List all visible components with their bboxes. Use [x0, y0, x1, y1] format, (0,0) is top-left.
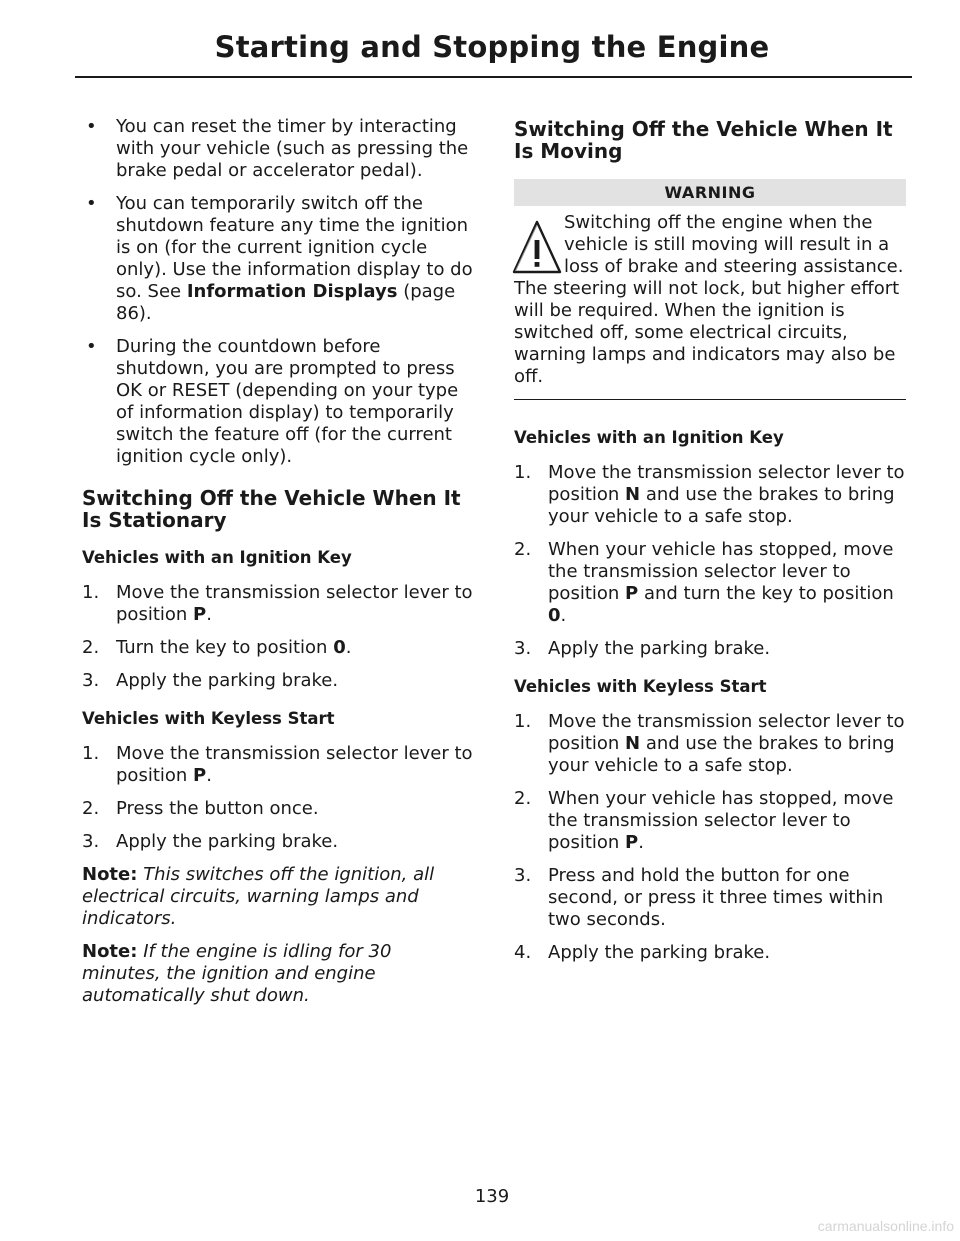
bullet-mark: • [86, 116, 97, 137]
step-item [82, 670, 474, 692]
right-column [514, 116, 906, 975]
note-text: If the engine is idling for 30 minutes, the ignition and engine automatically shut down. [82, 941, 392, 1006]
warning-triangle-icon [510, 216, 564, 278]
step-text [548, 462, 906, 528]
bullet-text: You can reset the timer by interacting with your vehicle (such as pressing the brake pedal or accelerator pedal). [116, 116, 469, 181]
page-number: 139 [474, 1186, 510, 1207]
section-heading-stationary: Switching Off the Vehicle When It Is Stationary [82, 486, 461, 532]
step-text: Apply the parking brake. [116, 670, 339, 691]
gear-position: N [625, 733, 641, 754]
step-text [116, 582, 474, 626]
step-text-part: and use the brakes to bring your vehicle to a safe stop. [548, 733, 895, 776]
note-text: This switches off the ignition, all electrical circuits, warning lamps and indicators. [82, 864, 435, 929]
step-number: 2. [82, 798, 100, 819]
bullet-text [116, 193, 474, 325]
step-number: 4. [514, 942, 532, 963]
step-item [82, 743, 474, 787]
step-text-part: and turn the key to position [638, 583, 894, 604]
warning-label: WARNING [514, 179, 906, 206]
step-text-part: . [206, 604, 212, 625]
step-text [548, 788, 906, 854]
gear-position: P [625, 583, 639, 604]
step-text [548, 539, 906, 627]
note-label: Note: [82, 941, 138, 962]
step-item [514, 539, 906, 627]
step-text: Apply the parking brake. [116, 831, 339, 852]
step-item [82, 637, 474, 659]
step-text-part: Turn the key to position [116, 637, 334, 658]
subheading-ignition-key: Vehicles with an Ignition Key [514, 428, 784, 447]
gear-position: P [625, 832, 639, 853]
cross-reference-link[interactable]: Information Displays [186, 281, 398, 302]
note [82, 864, 474, 930]
subheading-keyless: Vehicles with Keyless Start [514, 677, 767, 696]
gear-position: N [625, 484, 641, 505]
step-text-part: When your vehicle has stopped, move the transmission selector lever to position [548, 788, 894, 853]
step-item [514, 638, 906, 660]
gear-position: P [193, 604, 207, 625]
bullet-item [82, 193, 474, 325]
step-text-part: and use the brakes to bring your vehicle to a safe stop. [548, 484, 895, 527]
watermark: carmanualsonline.info [817, 1218, 954, 1234]
bullet-item [82, 116, 474, 182]
step-text-part: Move the transmission selector lever to position [548, 462, 905, 505]
step-number: 2. [514, 788, 532, 809]
step-item [82, 798, 474, 820]
step-text: Press and hold the button for one second, or press it three times within two seconds. [548, 865, 884, 930]
step-number: 3. [514, 638, 532, 659]
key-position: 0 [333, 637, 346, 658]
subheading-keyless: Vehicles with Keyless Start [82, 709, 335, 728]
bullet-text: During the countdown before shutdown, you are prompted to press OK or RESET (depending on your type of information display) to temporarily switch the feature off (for the current ignition cycle only). [116, 336, 459, 467]
step-text-part: . [345, 637, 352, 658]
step-text: Press the button once. [116, 798, 319, 819]
step-text-part: . [638, 832, 644, 853]
step-text [548, 711, 906, 777]
step-item [514, 942, 906, 964]
step-number: 3. [82, 831, 100, 852]
bullet-item [82, 336, 474, 468]
step-item [82, 831, 474, 853]
warning-rule [514, 399, 906, 400]
step-number: 1. [514, 462, 532, 483]
title-rule [75, 76, 912, 78]
step-number: 3. [82, 670, 100, 691]
warning-text: Switching off the engine when the vehicle is still moving will result in a loss of brake and steering assistance. The steering will not lock, but higher effort will be required. When the ignition is switched off, some electrical circuits, warning lamps and indicators may also be off. [514, 212, 904, 387]
subheading-ignition-key: Vehicles with an Ignition Key [82, 548, 352, 567]
bullet-text-part: (page 86). [116, 281, 456, 324]
step-number: 3. [514, 865, 532, 886]
left-column [82, 116, 474, 1018]
step-number: 1. [82, 743, 100, 764]
step-number: 2. [514, 539, 532, 560]
step-text-part: . [560, 605, 567, 626]
bullet-text-part: You can temporarily switch off the shutdown feature any time the ignition is on (for the current ignition cycle only). Use the information display to do so. See [116, 193, 473, 302]
bullet-mark: • [86, 193, 97, 214]
step-item [514, 462, 906, 528]
step-text-part: Move the transmission selector lever to position [548, 711, 905, 754]
step-text: Apply the parking brake. [548, 942, 771, 963]
warning-box [514, 212, 906, 388]
step-text-part: . [206, 765, 212, 786]
key-position: 0 [548, 605, 561, 626]
section-heading-moving: Switching Off the Vehicle When It Is Moving [514, 117, 893, 163]
step-text: Apply the parking brake. [548, 638, 771, 659]
step-item [82, 582, 474, 626]
step-number: 1. [82, 582, 100, 603]
bullet-mark: • [86, 336, 97, 357]
gear-position: P [193, 765, 207, 786]
step-text-part: When your vehicle has stopped, move the transmission selector lever to position [548, 539, 894, 604]
step-item [514, 865, 906, 931]
step-text [116, 743, 474, 787]
note [82, 941, 474, 1007]
note-label: Note: [82, 864, 138, 885]
step-number: 1. [514, 711, 532, 732]
page-title: Starting and Stopping the Engine [214, 30, 770, 64]
step-text-part: Move the transmission selector lever to position [116, 743, 473, 786]
step-text [116, 637, 474, 659]
step-text-part: Move the transmission selector lever to position [116, 582, 473, 625]
step-item [514, 711, 906, 777]
step-number: 2. [82, 637, 100, 658]
step-item [514, 788, 906, 854]
